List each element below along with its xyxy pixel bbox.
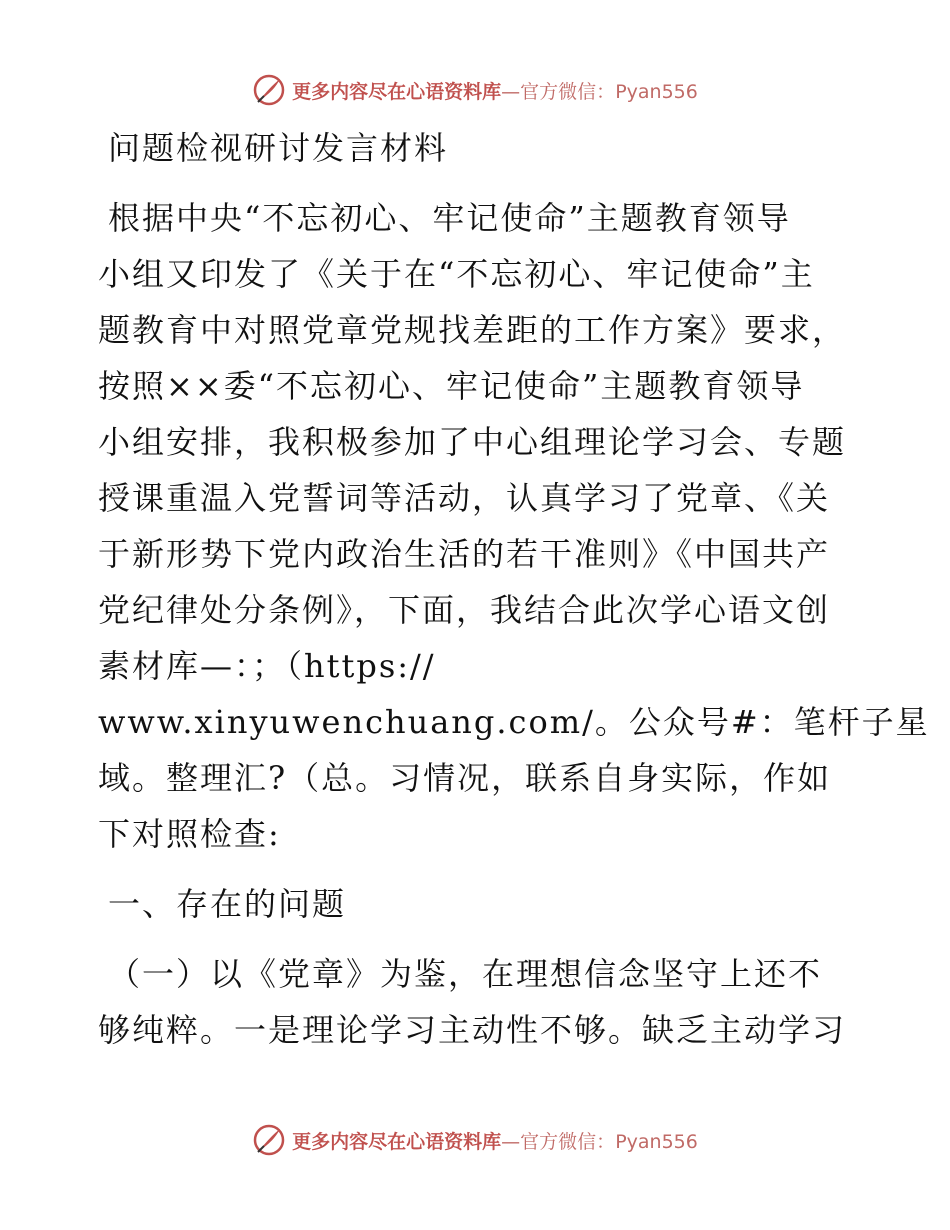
paragraph-line: 于新形势下党内政治生活的若干准则》《中国共产 xyxy=(98,535,831,573)
paragraph-line: （一）以《党章》为鉴，在理想信念坚守上还不 xyxy=(108,955,823,993)
paragraph-line: 域。整理汇?（总。习情况，联系自身实际，作如 xyxy=(98,759,832,797)
quill-logo-icon xyxy=(252,73,286,107)
watermark-brand: 更多内容尽在心语资料库 xyxy=(292,80,502,103)
document-title: 问题检视研讨发言材料 xyxy=(108,129,449,167)
quill-logo-icon xyxy=(252,1123,286,1157)
paragraph-intro xyxy=(98,190,930,862)
header-watermark-banner xyxy=(0,70,950,110)
paragraph-line: 根据中央“不忘初心、牢记使命”主题教育领导 xyxy=(108,199,791,237)
watermark-wechat: Pyan556 xyxy=(615,1130,698,1153)
paragraph-line: 够纯粹。一是理论学习主动性不够。缺乏主动学习 xyxy=(98,1011,847,1049)
paragraph-line: www.xinyuwenchuang.com/。公众号#：笔杆子星 xyxy=(98,703,930,741)
watermark-text xyxy=(292,77,698,104)
paragraph-line: 小组又印发了《关于在“不忘初心、牢记使命”主 xyxy=(98,255,815,293)
paragraph-line: 小组安排，我积极参加了中心组理论学习会、专题 xyxy=(98,423,847,461)
watermark-brand: 更多内容尽在心语资料库 xyxy=(292,1130,502,1153)
watermark-official: 官方微信： xyxy=(520,80,616,103)
paragraph-line: 授课重温入党誓词等活动，认真学习了党章、《关 xyxy=(98,479,831,517)
watermark-dash: — xyxy=(501,1130,521,1153)
paragraph-line: 党纪律处分条例》，下面，我结合此次学心语文创 xyxy=(98,591,831,629)
section-heading: 一、存在的问题 xyxy=(108,885,347,923)
paragraph-line: 按照××委“不忘初心、牢记使命”主题教育领导 xyxy=(98,367,805,405)
watermark-wechat: Pyan556 xyxy=(615,80,698,103)
document-body xyxy=(98,120,930,1058)
watermark-text xyxy=(292,1127,698,1154)
footer-watermark xyxy=(252,1123,698,1157)
paragraph-line: 素材库—：；（https:// xyxy=(98,647,436,685)
watermark-dash: — xyxy=(501,80,521,103)
watermark-official: 官方微信： xyxy=(520,1130,616,1153)
footer-watermark-banner xyxy=(0,1120,950,1160)
paragraph-line: 下对照检查: xyxy=(98,815,281,853)
paragraph-line: 题教育中对照党章党规找差距的工作方案》要求， xyxy=(98,311,847,349)
header-watermark xyxy=(252,73,698,107)
subsection-paragraph xyxy=(98,946,858,1058)
